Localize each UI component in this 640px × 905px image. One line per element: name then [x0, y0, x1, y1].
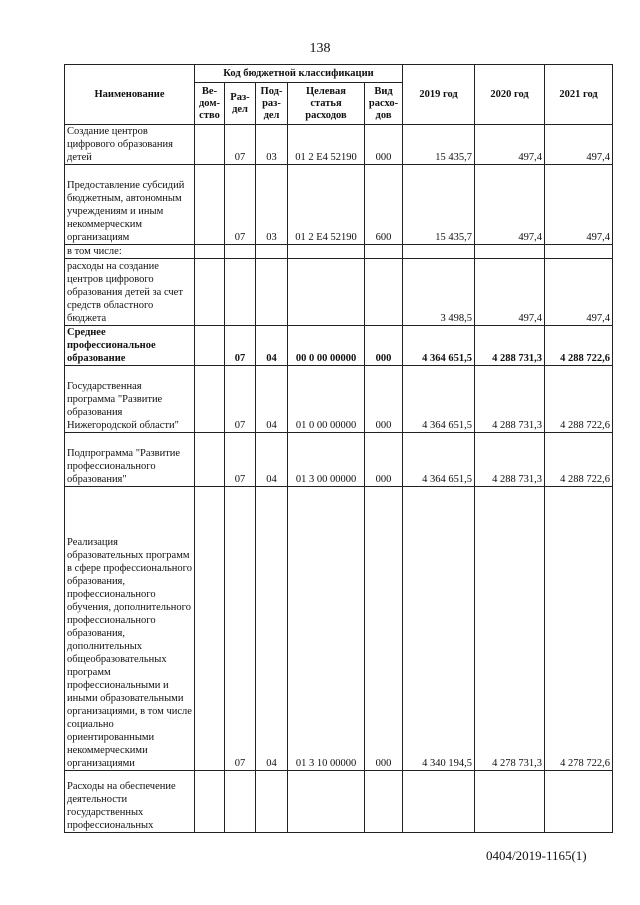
row-name: Государственная программа "Развитие образования Нижегородской области" [65, 366, 195, 433]
row-csr: 01 3 10 00000 [288, 487, 365, 771]
table-row [65, 366, 613, 433]
row-name: Создание центров цифрового образования детей [65, 125, 195, 165]
row-vid: 000 [365, 433, 403, 487]
row-vid: 000 [365, 125, 403, 165]
row-2021: 4 278 722,6 [545, 487, 613, 771]
table-row [65, 771, 613, 833]
row-razdel [225, 245, 256, 259]
row-razdel [225, 259, 256, 326]
budget-table [64, 64, 613, 833]
row-name: Подпрограмма "Развитие профессионального образования" [65, 433, 195, 487]
header-razdel: Раз-дел [225, 83, 256, 125]
row-2021: 4 288 722,6 [545, 433, 613, 487]
row-razdel: 07 [225, 125, 256, 165]
row-podrazdel [256, 771, 288, 833]
row-2020 [475, 771, 545, 833]
row-2020 [475, 245, 545, 259]
table-row [65, 125, 613, 165]
row-csr [288, 771, 365, 833]
header-ved: Ве-дом-ство [195, 83, 225, 125]
row-2019: 15 435,7 [403, 125, 475, 165]
row-2021: 497,4 [545, 125, 613, 165]
row-2021: 4 288 722,6 [545, 366, 613, 433]
row-razdel: 07 [225, 366, 256, 433]
row-podrazdel: 03 [256, 125, 288, 165]
row-2020: 4 288 731,3 [475, 326, 545, 366]
row-vid: 000 [365, 487, 403, 771]
row-vid [365, 771, 403, 833]
row-razdel: 07 [225, 433, 256, 487]
row-name: Среднее профессиональное образование [65, 326, 195, 366]
row-vid [365, 259, 403, 326]
row-csr: 01 3 00 00000 [288, 433, 365, 487]
row-podrazdel: 04 [256, 366, 288, 433]
row-ved [195, 771, 225, 833]
row-csr: 01 0 00 00000 [288, 366, 365, 433]
row-vid: 000 [365, 326, 403, 366]
row-ved [195, 366, 225, 433]
row-podrazdel: 04 [256, 487, 288, 771]
row-2019: 15 435,7 [403, 165, 475, 245]
row-csr [288, 259, 365, 326]
row-2019: 4 364 651,5 [403, 433, 475, 487]
row-name: Расходы на обеспечение деятельности государственных профессиональных [65, 771, 195, 833]
row-2021 [545, 771, 613, 833]
header-vid: Вид расхо-дов [365, 83, 403, 125]
row-2020: 4 288 731,3 [475, 433, 545, 487]
row-name: расходы на создание центров цифрового образования детей за счет средств областного бюджета [65, 259, 195, 326]
header-name: Наименование [65, 65, 195, 125]
document-code: 0404/2019-1165(1) [486, 848, 587, 863]
row-ved [195, 326, 225, 366]
row-csr: 01 2 E4 52190 [288, 125, 365, 165]
row-ved [195, 245, 225, 259]
row-csr [288, 245, 365, 259]
row-ved [195, 165, 225, 245]
row-2019: 4 364 651,5 [403, 366, 475, 433]
header-2020: 2020 год [475, 65, 545, 125]
page-number: 138 [309, 41, 331, 56]
row-name: Предоставление субсидий бюджетным, автономным учреждениям и иным некоммерческим организациям [65, 165, 195, 245]
row-2019: 4 340 194,5 [403, 487, 475, 771]
table-row [65, 259, 613, 326]
header-2021: 2021 год [545, 65, 613, 125]
row-ved [195, 125, 225, 165]
row-2021: 497,4 [545, 165, 613, 245]
header-2019: 2019 год [403, 65, 475, 125]
row-2020: 497,4 [475, 125, 545, 165]
header-podrazdel: Под-раз-дел [256, 83, 288, 125]
row-ved [195, 259, 225, 326]
row-2020: 4 278 731,3 [475, 487, 545, 771]
row-podrazdel [256, 259, 288, 326]
row-2019 [403, 771, 475, 833]
row-podrazdel: 03 [256, 165, 288, 245]
row-ved [195, 487, 225, 771]
header-csr: Целевая статья расходов [288, 83, 365, 125]
row-razdel [225, 771, 256, 833]
table-row [65, 433, 613, 487]
row-2020: 497,4 [475, 165, 545, 245]
row-vid [365, 245, 403, 259]
row-razdel: 07 [225, 165, 256, 245]
row-podrazdel: 04 [256, 433, 288, 487]
row-2021: 497,4 [545, 259, 613, 326]
table-row [65, 487, 613, 771]
row-csr: 00 0 00 00000 [288, 326, 365, 366]
row-name: Реализация образовательных программ в сфере профессионального образования, профессионального обучения, дополнительного профессионального образования, дополнительных общеобразовательных программ профессиональными и иными образовательными организациями, в том числе социально ориентированными некоммерческими организациями [65, 487, 195, 771]
row-2021 [545, 245, 613, 259]
row-2019: 3 498,5 [403, 259, 475, 326]
table-row [65, 165, 613, 245]
row-csr: 01 2 E4 52190 [288, 165, 365, 245]
row-podrazdel: 04 [256, 326, 288, 366]
row-name: в том числе: [65, 245, 195, 259]
row-razdel: 07 [225, 326, 256, 366]
row-ved [195, 433, 225, 487]
row-2020: 497,4 [475, 259, 545, 326]
row-2019: 4 364 651,5 [403, 326, 475, 366]
table-row [65, 326, 613, 366]
header-budget-code: Код бюджетной классификации [195, 65, 403, 83]
row-2021: 4 288 722,6 [545, 326, 613, 366]
row-vid: 600 [365, 165, 403, 245]
table-row [65, 245, 613, 259]
row-podrazdel [256, 245, 288, 259]
row-2020: 4 288 731,3 [475, 366, 545, 433]
row-razdel: 07 [225, 487, 256, 771]
row-vid: 000 [365, 366, 403, 433]
row-2019 [403, 245, 475, 259]
